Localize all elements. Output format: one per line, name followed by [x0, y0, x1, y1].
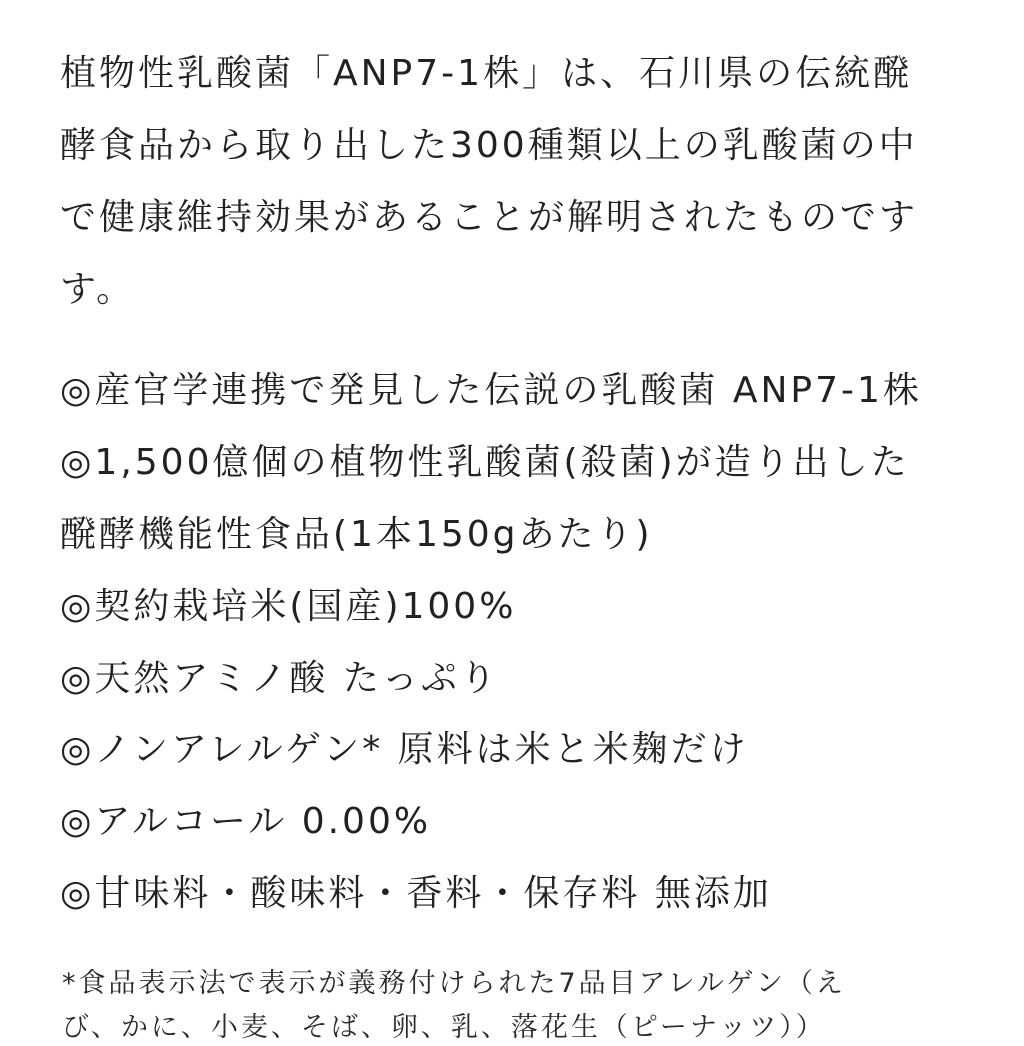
- footnote-line-1: *食品表示法で表示が義務付けられた7品目アレルゲン（え: [62, 968, 846, 999]
- intro-line-1: 植物性乳酸菌「ANP7-1株」は、石川県の伝統醗: [60, 53, 913, 94]
- feature-item: ◎契約栽培米(国産)100%: [60, 586, 517, 627]
- feature-item: ◎天然アミノ酸 たっぷり: [60, 658, 499, 699]
- feature-item: ◎甘味料・酸味料・香料・保存料 無添加: [60, 873, 772, 914]
- feature-item: ◎産官学連携で発見した伝説の乳酸菌 ANP7-1株: [60, 370, 922, 411]
- intro-line-2: 酵食品から取り出した300種類以上の乳酸菌の中: [60, 125, 918, 166]
- feature-item: ◎アルコール 0.00%: [60, 801, 432, 842]
- feature-item-continuation: 醗酵機能性食品(1本150gあたり): [60, 514, 653, 555]
- intro-line-4: す。: [60, 269, 136, 310]
- intro-line-3: で健康維持効果があることが解明されたものです: [60, 197, 919, 238]
- feature-item: ◎1,500億個の植物性乳酸菌(殺菌)が造り出した: [60, 442, 910, 483]
- footnote-line-2: び、かに、小麦、そば、卵、乳、落花生（ピーナッツ））: [62, 1012, 826, 1043]
- feature-item: ◎ノンアレルゲン* 原料は米と米麹だけ: [60, 729, 749, 770]
